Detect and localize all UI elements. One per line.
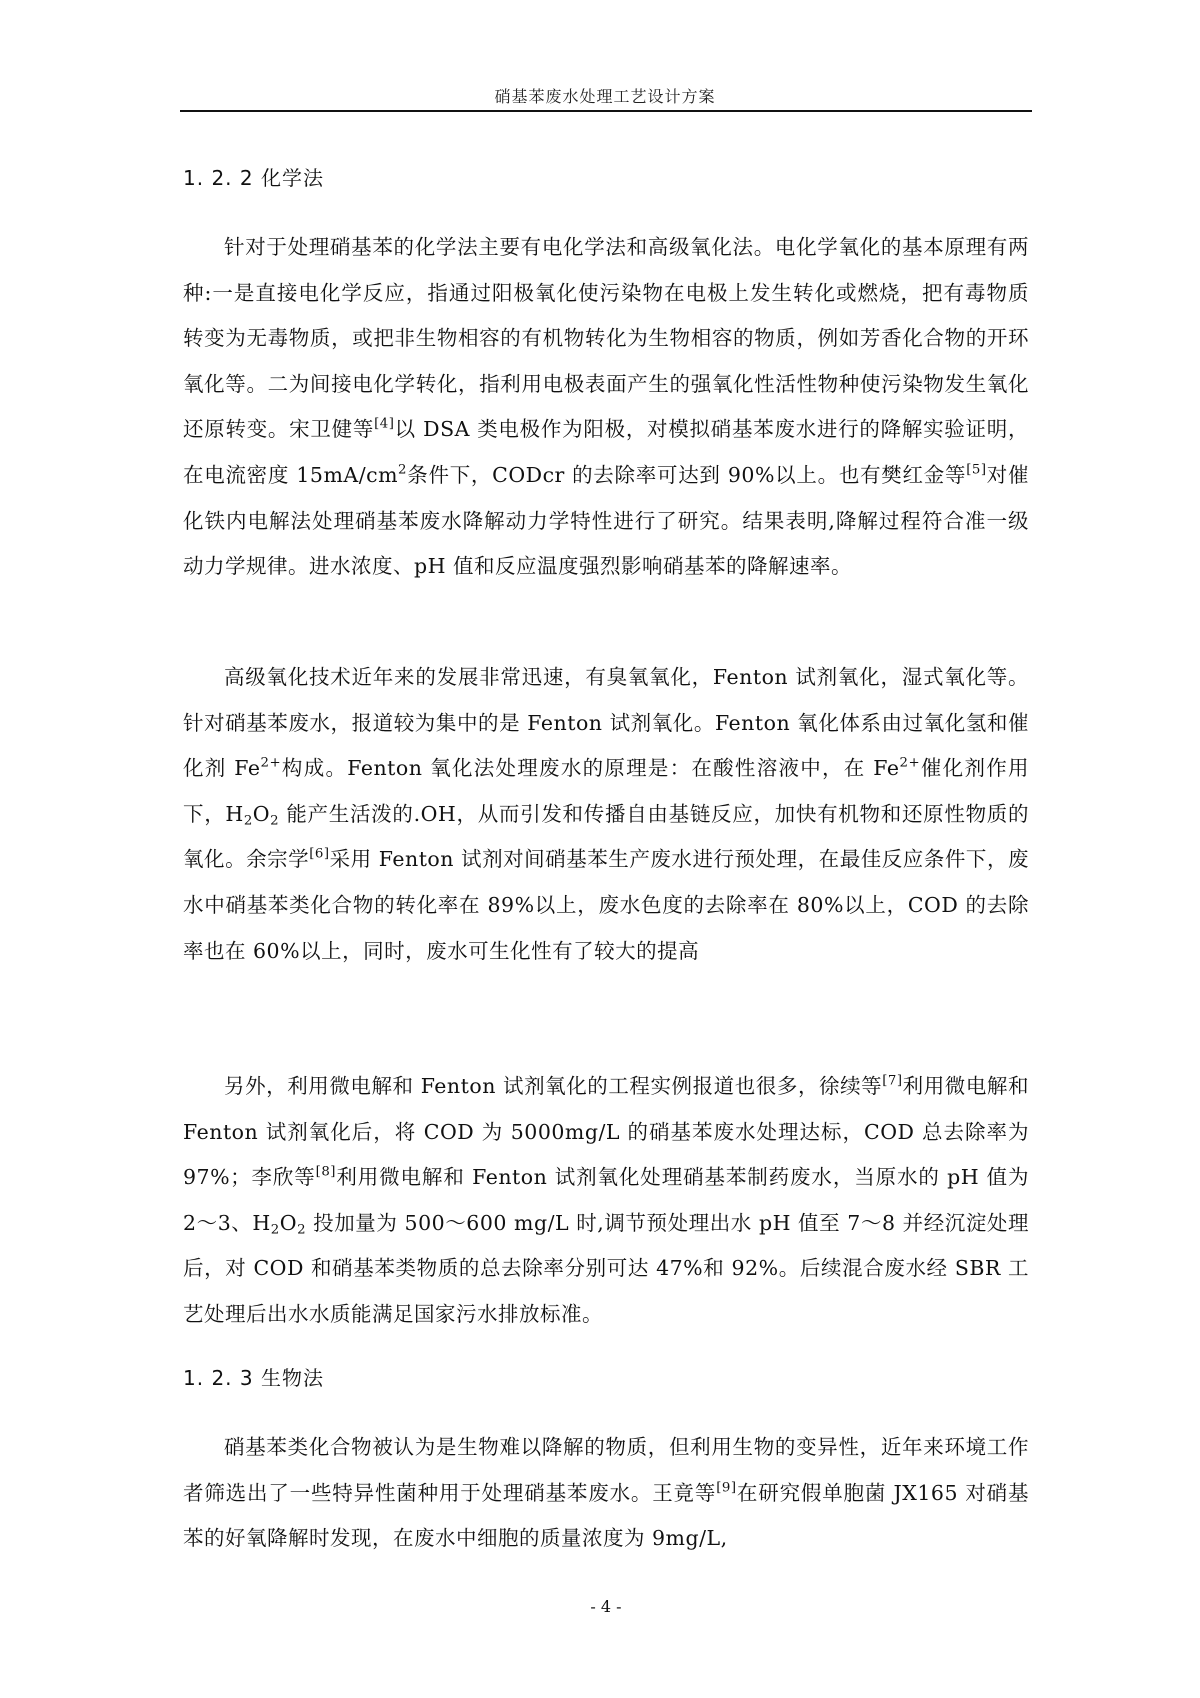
paragraph-biological-method [183, 1425, 1029, 1562]
paragraph-text: 在研究假单胞菌 JX165 对硝基苯的好氧降解时发现，在废水中细胞的质量浓度为 9mg/L, [183, 1480, 1029, 1551]
paragraph-text: 对催化铁内电解法处理硝基苯废水降解动力学特性进行了研究。结果表明,降解过程符合准一级动力学规律。进水浓度、pH 值和反应温度强烈影响硝基苯的降解速率。 [183, 462, 1030, 579]
header-divider [180, 110, 1032, 112]
citation-superscript: [9] [716, 1479, 737, 1495]
page-number: - 4 - [590, 1597, 622, 1616]
paragraph-text: 高级氧化技术近年来的发展非常迅速，有臭氧氧化，Fenton 试剂氧化，湿式氧化等。针对硝基苯废水，报道较为集中的是 Fenton 试剂氧化。Fenton 氧化体系由过氧化氢和催化剂 Fe [183, 665, 1029, 781]
citation-superscript: 2+ [899, 755, 921, 771]
section-heading-1-2-2: 1. 2. 2 化学法 [183, 166, 324, 190]
paragraph-text: 针对于处理硝基苯的化学法主要有电化学法和高级氧化法。电化学氧化的基本原理有两种:一是直接电化学反应，指通过阳极氧化使污染物在电极上发生转化或燃烧，把有毒物质转变为无毒物质，或把非生物相容的有机物转化为生物相容的物质，例如芳香化合物的开环氧化等。二为间接电化学转化，指利用电极表面产生的强氧化性活性物种使污染物发生氧化还原转变。宋卫健等 [183, 235, 1029, 442]
citation-superscript: [6] [309, 846, 330, 862]
paragraph-text: 投加量为 500～600 mg/L 时,调节预处理出水 pH 值至 7～8 并经沉淀处理后，对 COD 和硝基苯类物质的总去除率分别可达 47%和 92%。后续混合废水经 SBR 工艺处理后出水水质能满足国家污水排放标准。 [183, 1210, 1029, 1326]
citation-superscript: 2 [398, 462, 408, 478]
paragraph-text: 利用微电解和 Fenton 试剂氧化后，将 COD 为 5000mg/L 的硝基苯废水处理达标，COD 总去除率为 97%；李欣等 [183, 1074, 1030, 1190]
paragraph-advanced-oxidation [183, 655, 1029, 974]
paragraph-text: 构成。Fenton 氧化法处理废水的原理是：在酸性溶液中，在 Fe [281, 756, 900, 781]
section-heading-1-2-3: 1. 2. 3 生物法 [183, 1366, 324, 1390]
running-header-title: 硝基苯废水处理工艺设计方案 [494, 87, 716, 106]
citation-superscript: [4] [374, 416, 395, 432]
paragraph-text: 硝基苯类化合物被认为是生物难以降解的物质，但利用生物的变异性，近年来环境工作者筛选出了一些特异性菌种用于处理硝基苯废水。王竟等 [183, 1435, 1029, 1505]
chemical-subscript: 2 [297, 1222, 307, 1238]
citation-superscript: [7] [882, 1073, 903, 1089]
paragraph-electrochemical-method [183, 225, 1029, 590]
paragraph-text: 以 DSA 类电极作为阳极，对模拟硝基苯废水进行的降解实验证明，在电流密度 15mA/cm [183, 417, 1029, 487]
paragraph-text: 另外，利用微电解和 Fenton 试剂氧化的工程实例报道也很多，徐续等 [224, 1074, 883, 1098]
paragraph-text: O [279, 1210, 298, 1235]
paragraph-micro-electrolysis-fenton [183, 1064, 1029, 1338]
chemical-subscript: 2 [270, 813, 280, 829]
paragraph-text: O [252, 801, 271, 826]
citation-superscript: [8] [315, 1164, 336, 1180]
chemical-subscript: 2 [270, 1222, 280, 1238]
paragraph-text: 条件下，CODcr 的去除率可达到 90%以上。也有樊红金等 [407, 462, 967, 487]
citation-superscript: [5] [966, 462, 987, 478]
chemical-subscript: 2 [243, 813, 253, 829]
citation-superscript: 2+ [260, 755, 282, 771]
paragraph-text: 采用 Fenton 试剂对间硝基苯生产废水进行预处理，在最佳反应条件下，废水中硝基苯类化合物的转化率在 89%以上，废水色度的去除率在 80%以上，COD 的去除率也在 60%以上，同时，废水可生化性有了较大的提高 [183, 847, 1029, 963]
paragraph-text: 能产生活泼的.OH，从而引发和传播自由基链反应，加快有机物和还原性物质的氧化。余宗学 [183, 801, 1029, 872]
paragraph-text: 利用微电解和 Fenton 试剂氧化处理硝基苯制药废水，当原水的 pH 值为 2～3、H [183, 1165, 1029, 1235]
paragraph-text: 催化剂作用下，H [183, 756, 1029, 826]
